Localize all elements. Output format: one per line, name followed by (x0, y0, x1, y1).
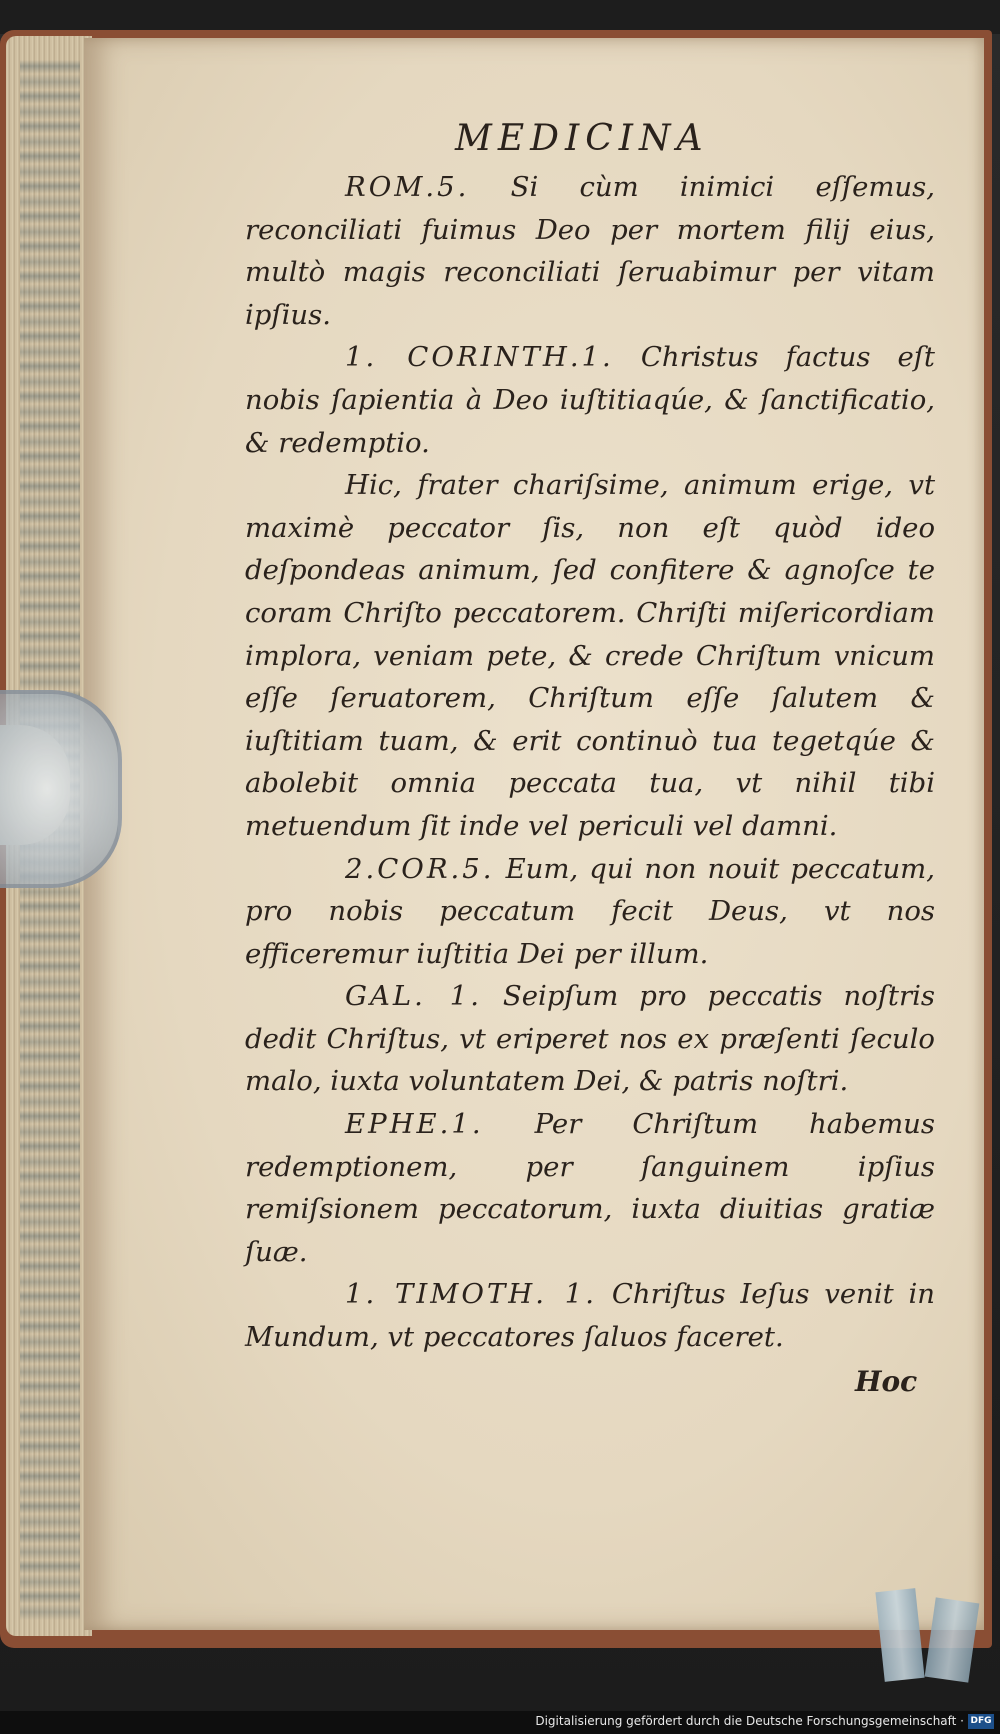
paragraph-1tim1 (245, 1273, 935, 1358)
footer-credit: Digitalisierung gefördert durch die Deutsche Forschungsgemeinschaft · (535, 1714, 964, 1728)
dfg-logo-icon[interactable]: DFG (968, 1714, 994, 1729)
text-block (245, 166, 935, 1359)
clasp-icon (0, 690, 122, 888)
catchword: Hoc (855, 1365, 918, 1398)
paragraph-text: Eum, qui non nouit peccatum, pro nobis peccatum fecit Deus, vt nos efficeremur iuſtitia Dei per illum. (245, 852, 935, 970)
scripture-ref: EPHE.1. (345, 1108, 484, 1141)
paragraph-exhortation (245, 464, 935, 847)
paragraph-gal1 (245, 975, 935, 1103)
paragraph-1cor1 (245, 336, 935, 464)
paragraph-text: Per Chriſtum habemus redemptionem, per ſanguinem ipſius remiſsionem peccatorum, iuxta diuitias gratiæ ſuæ. (245, 1108, 935, 1268)
paragraph-rom5 (245, 166, 935, 336)
paragraph-text: Hic, frater chariſsime, animum erige, vt maximè peccator ſis, non eſt quòd ideo deſpondeas animum, ſed confitere & agnoſce te coram Chriſto peccatorem. Chriſti miſericordiam implora, veniam pete, & crede Chriſtum vnicum eſſe ſeruatorem, Chriſtum eſſe ſalutem & iuſtitiam tuam, & erit continuò tua tegetqúe & abolebit omnia peccata tua, vt nihil tibi metuendum ſit inde vel periculi vel damni. (245, 469, 935, 842)
paragraph-ephe1 (245, 1103, 935, 1273)
scripture-ref: 1. CORINTH.1. (345, 341, 614, 374)
paragraph-2cor5 (245, 848, 935, 976)
scripture-ref: ROM.5. (345, 171, 470, 203)
paragraph-text: Christus factus eſt nobis ſapientia à Deo iuſtitiaqúe, & ſanctificatio, & redemptio. (245, 341, 935, 459)
scripture-ref: 2.COR.5. (345, 852, 495, 885)
paragraph-text: Si cùm inimici eſſemus, reconciliati fuimus Deo per mortem filij eius, multò magis reconciliati ſeruabimur per vitam ipſius. (245, 171, 935, 331)
scripture-ref: GAL. 1. (345, 980, 482, 1013)
scripture-ref: 1. TIMOTH. 1. (345, 1278, 598, 1311)
running-head: MEDICINA (455, 118, 709, 159)
paragraph-text: Chriſtus Ieſus venit in Mundum, vt peccatores ſaluos faceret. (245, 1278, 935, 1354)
paragraph-text: Seipſum pro peccatis noſtris dedit Chriſtus, vt eriperet nos ex præſenti ſeculo malo, iuxta voluntatem Dei, & patris noſtri. (245, 980, 935, 1098)
top-strip (0, 0, 1000, 34)
